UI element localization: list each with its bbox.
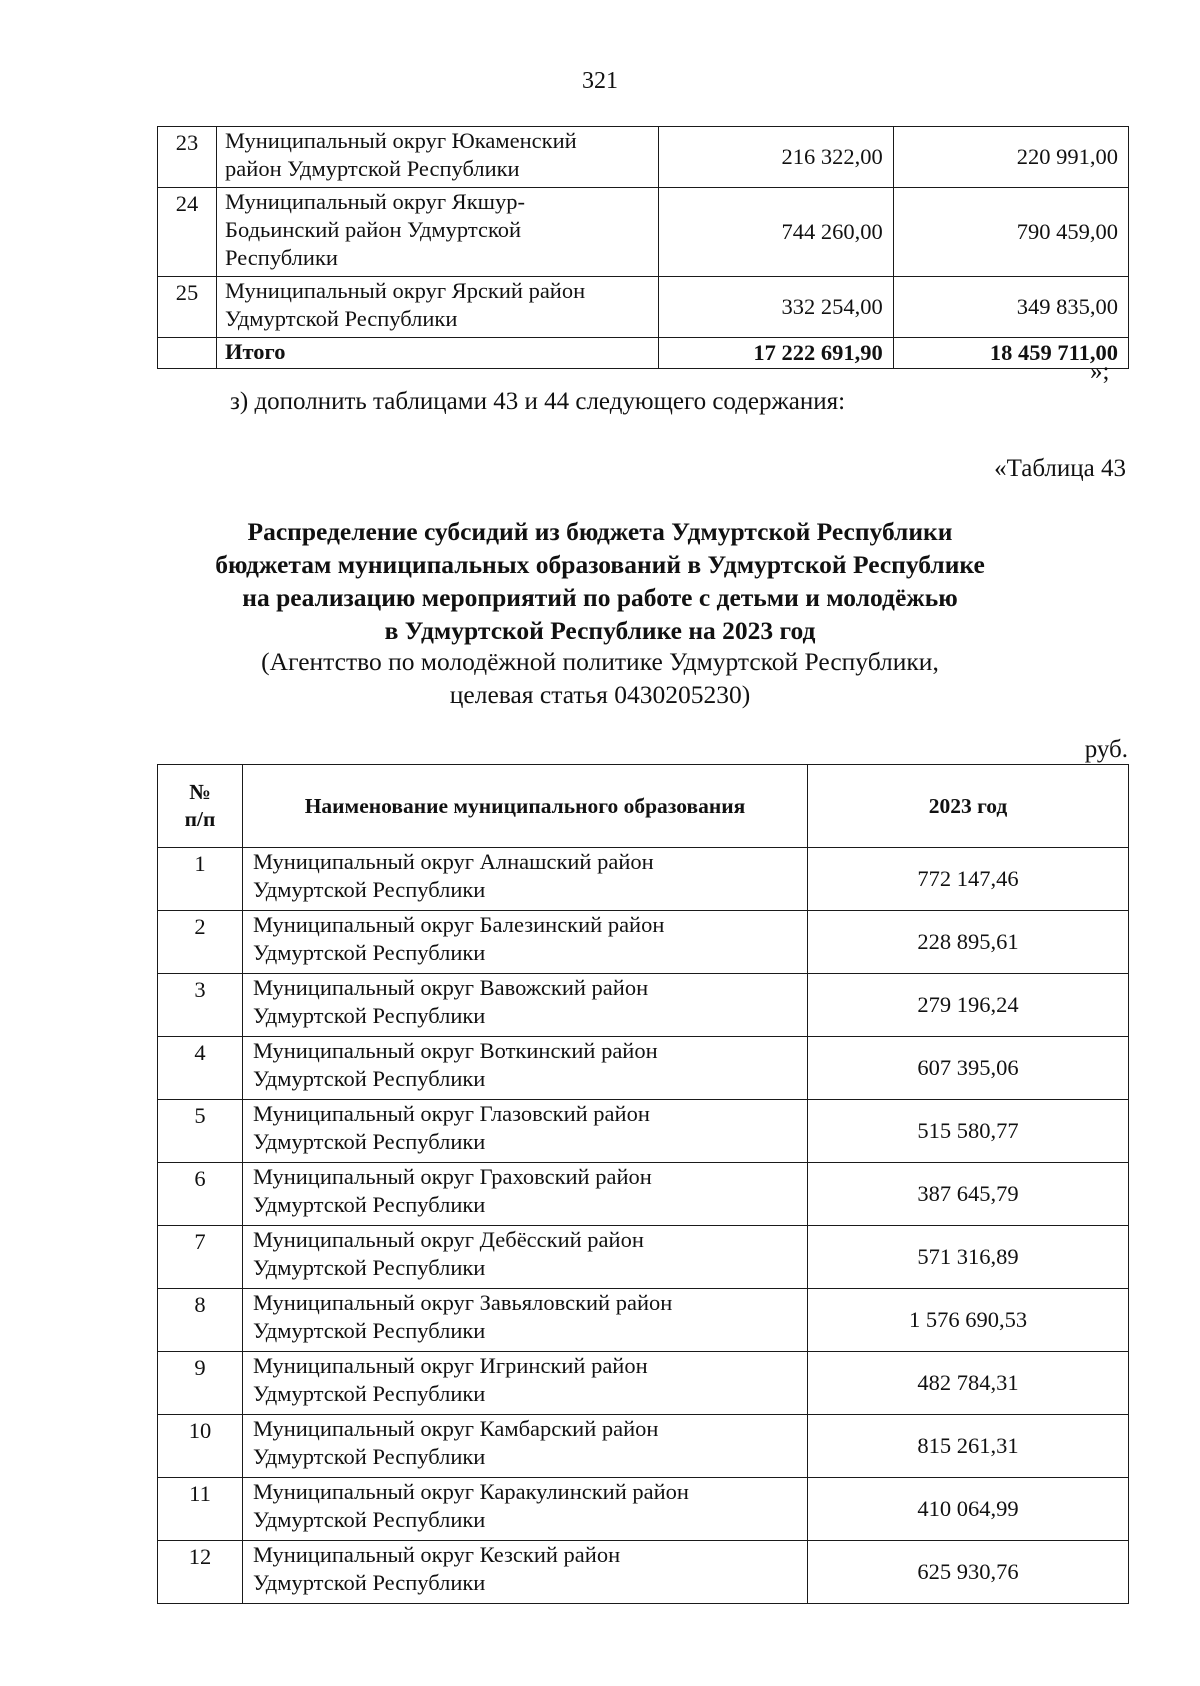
value-col-2: 349 835,00: [893, 277, 1128, 338]
name-line: Удмуртской Республики: [253, 1066, 486, 1091]
row-number: 12: [158, 1541, 243, 1604]
total-value-2: 18 459 711,00: [893, 338, 1128, 369]
table-row: [158, 1226, 1129, 1289]
row-number: 25: [158, 277, 217, 338]
value-col-1: 744 260,00: [658, 188, 893, 277]
name-line: Муниципальный округ Граховский район: [253, 1164, 652, 1189]
value-2023: 410 064,99: [808, 1478, 1129, 1541]
name-line: Муниципальный округ Игринский район: [253, 1353, 648, 1378]
name-line: Бодьинский район Удмуртской: [225, 217, 522, 242]
value-2023: 625 930,76: [808, 1541, 1129, 1604]
table-row: [158, 911, 1129, 974]
name-line: Удмуртской Республики: [253, 1003, 486, 1028]
header-num-line: №: [189, 780, 211, 804]
name-line: Муниципальный округ Якшур-: [225, 189, 525, 214]
value-2023: 279 196,24: [808, 974, 1129, 1037]
municipality-name: [243, 1415, 808, 1478]
title-line: Распределение субсидий из бюджета Удмуртской Республики: [247, 517, 953, 546]
municipality-name: [217, 188, 658, 277]
name-line: Муниципальный округ Юкаменский: [225, 128, 577, 153]
title-line: бюджетам муниципальных образований в Удмуртской Республике: [215, 550, 985, 579]
value-col-1: 216 322,00: [658, 127, 893, 188]
value-col-2: 790 459,00: [893, 188, 1128, 277]
name-line: Удмуртской Республики: [253, 1255, 486, 1280]
table-title: [0, 515, 1200, 647]
row-number: 24: [158, 188, 217, 277]
unit-label: руб.: [1084, 736, 1128, 763]
municipality-name: [243, 848, 808, 911]
title-line: в Удмуртской Республике на 2023 год: [384, 616, 816, 645]
table-row: [158, 1289, 1129, 1352]
municipality-name: [217, 127, 658, 188]
row-number: 7: [158, 1226, 243, 1289]
name-line: район Удмуртской Республики: [225, 156, 520, 181]
name-line: Удмуртской Республики: [253, 1507, 486, 1532]
name-line: Удмуртской Республики: [253, 1381, 486, 1406]
table-row: [158, 1415, 1129, 1478]
municipality-name: [243, 911, 808, 974]
amendment-paragraph: з) дополнить таблицами 43 и 44 следующего содержания:: [230, 388, 846, 415]
value-2023: 607 395,06: [808, 1037, 1129, 1100]
name-line: Муниципальный округ Воткинский район: [253, 1038, 658, 1063]
header-number: [158, 765, 243, 848]
municipality-name: [243, 1037, 808, 1100]
row-number: 5: [158, 1100, 243, 1163]
row-number: 4: [158, 1037, 243, 1100]
name-line: Удмуртской Республики: [253, 1444, 486, 1469]
municipality-name: [243, 1163, 808, 1226]
empty-cell: [158, 338, 217, 369]
table-label: «Таблица 43: [994, 455, 1126, 482]
value-2023: 1 576 690,53: [808, 1289, 1129, 1352]
municipality-name: [243, 1100, 808, 1163]
name-line: Республики: [225, 245, 338, 270]
value-col-2: 220 991,00: [893, 127, 1128, 188]
row-number: 9: [158, 1352, 243, 1415]
municipality-name: [243, 1352, 808, 1415]
row-number: 6: [158, 1163, 243, 1226]
row-number: 2: [158, 911, 243, 974]
total-value-1: 17 222 691,90: [658, 338, 893, 369]
table-row: [158, 848, 1129, 911]
value-2023: 482 784,31: [808, 1352, 1129, 1415]
header-num-line: п/п: [184, 807, 216, 831]
table-row: [158, 1352, 1129, 1415]
municipality-name: [243, 1289, 808, 1352]
name-line: Муниципальный округ Глазовский район: [253, 1101, 650, 1126]
table-row: [158, 1100, 1129, 1163]
name-line: Муниципальный округ Вавожский район: [253, 975, 649, 1000]
total-row: [158, 338, 1129, 369]
continued-table: [157, 126, 1129, 369]
name-line: Муниципальный округ Алнашский район: [253, 849, 654, 874]
name-line: Муниципальный округ Каракулинский район: [253, 1479, 689, 1504]
municipality-name: [217, 277, 658, 338]
header-year: 2023 год: [808, 765, 1129, 848]
table-subtitle: [0, 645, 1200, 711]
name-line: Удмуртской Республики: [253, 1318, 486, 1343]
table-row: [158, 127, 1129, 188]
subsidy-table: [157, 764, 1129, 1604]
value-2023: 815 261,31: [808, 1415, 1129, 1478]
value-2023: 387 645,79: [808, 1163, 1129, 1226]
name-line: Муниципальный округ Завьяловский район: [253, 1290, 673, 1315]
municipality-name: [243, 1226, 808, 1289]
name-line: Удмуртской Республики: [253, 877, 486, 902]
name-line: Муниципальный округ Кезский район: [253, 1542, 621, 1567]
subtitle-line: (Агентство по молодёжной политике Удмуртской Республики,: [261, 647, 939, 676]
value-2023: 571 316,89: [808, 1226, 1129, 1289]
table-row: [158, 1163, 1129, 1226]
name-line: Удмуртской Республики: [225, 306, 458, 331]
subtitle-line: целевая статья 0430205230): [449, 680, 751, 709]
row-number: 3: [158, 974, 243, 1037]
name-line: Удмуртской Республики: [253, 1192, 486, 1217]
total-label: Итого: [217, 338, 658, 369]
table-row: [158, 974, 1129, 1037]
value-2023: 515 580,77: [808, 1100, 1129, 1163]
name-line: Удмуртской Республики: [253, 1129, 486, 1154]
name-line: Муниципальный округ Дебёсский район: [253, 1227, 644, 1252]
closing-quote: »;: [1090, 358, 1110, 385]
header-name: Наименование муниципального образования: [243, 765, 808, 848]
row-number: 1: [158, 848, 243, 911]
row-number: 11: [158, 1478, 243, 1541]
name-line: Муниципальный округ Ярский район: [225, 278, 586, 303]
title-line: на реализацию мероприятий по работе с детьми и молодёжью: [242, 583, 958, 612]
table-row: [158, 1037, 1129, 1100]
row-number: 23: [158, 127, 217, 188]
name-line: Муниципальный округ Камбарский район: [253, 1416, 659, 1441]
value-2023: 772 147,46: [808, 848, 1129, 911]
municipality-name: [243, 1478, 808, 1541]
municipality-name: [243, 974, 808, 1037]
table-row: [158, 277, 1129, 338]
header-row: [158, 765, 1129, 848]
table-row: [158, 1541, 1129, 1604]
value-col-1: 332 254,00: [658, 277, 893, 338]
name-line: Муниципальный округ Балезинский район: [253, 912, 665, 937]
row-number: 8: [158, 1289, 243, 1352]
municipality-name: [243, 1541, 808, 1604]
table-row: [158, 1478, 1129, 1541]
name-line: Удмуртской Республики: [253, 1570, 486, 1595]
table-row: [158, 188, 1129, 277]
row-number: 10: [158, 1415, 243, 1478]
page-number: 321: [582, 68, 618, 94]
value-2023: 228 895,61: [808, 911, 1129, 974]
name-line: Удмуртской Республики: [253, 940, 486, 965]
